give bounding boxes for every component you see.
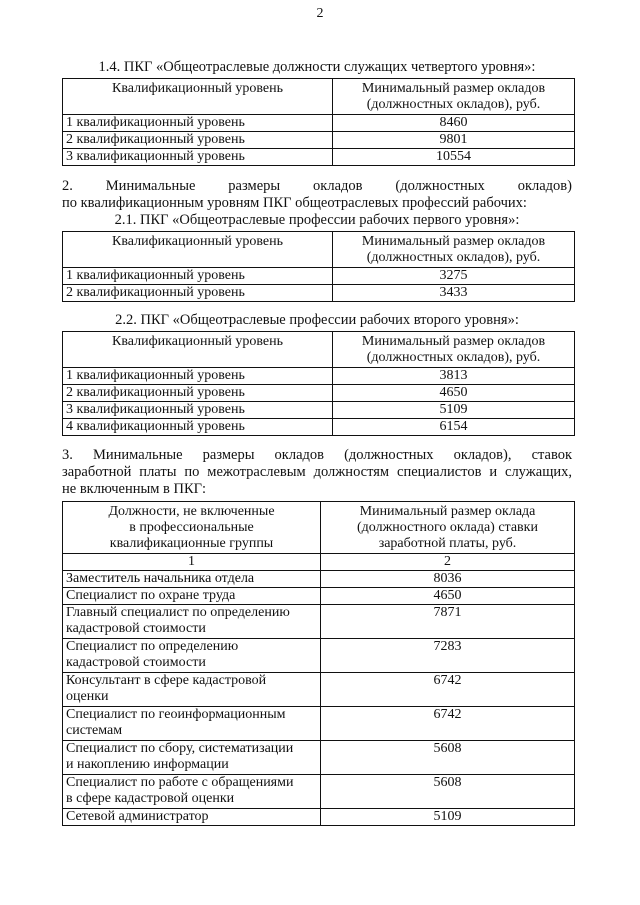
salary-value-cell: 7283 [321,639,575,673]
salary-value-cell: 8460 [333,115,575,132]
header-min-salary-line-3: заработной платы, руб. [378,536,517,551]
header-qualification-level: Квалификационный уровень [63,332,333,368]
position-name-cell [63,673,321,707]
position-name-cell [63,639,321,673]
section-3-line-1: 3. Минимальные размеры окладов (должностных окладов), ставок [62,447,572,463]
header-positions-line-2: в профессиональные [129,520,254,535]
salary-value-cell: 8036 [321,571,575,588]
position-name-cell [63,605,321,639]
table-3 [62,501,575,826]
table-1-4 [62,78,575,166]
table-2-2 [62,331,575,436]
salary-value-cell: 7871 [321,605,575,639]
table-2-1 [62,231,575,302]
qualification-level-cell: 2 квалификационный уровень [63,385,333,402]
table-row [63,605,575,639]
position-name-cell [63,571,321,588]
salary-value-cell: 3813 [333,368,575,385]
header-positions [63,502,321,554]
position-name-line-1: Специалист по геоинформационным [66,707,286,722]
table-header-row [63,232,575,268]
page-number: 2 [316,6,324,21]
position-name-line-2: оценки [66,689,109,704]
section-2-1-title: 2.1. ПКГ «Общеотраслевые профессии рабочих первого уровня»: [114,212,520,228]
table-row [63,741,575,775]
qualification-level-cell: 3 квалификационный уровень [63,149,333,166]
section-3-line-2: заработной платы по межотраслевым должностям специалистов и служащих, [62,464,572,480]
salary-value-cell: 3433 [333,285,575,302]
table-row [63,285,575,302]
column-number-1: 1 [63,554,321,571]
table-row [63,639,575,673]
table-row [63,571,575,588]
position-name-line-2: в сфере кадастровой оценки [66,791,235,806]
column-number-row [63,554,575,571]
section-2-line-2: по квалификационным уровням ПКГ общеотраслевых профессий рабочих: [62,195,527,211]
position-name-line-1: Специалист по определению [66,639,239,654]
position-name-line-2: системам [66,723,123,738]
qualification-level-cell: 4 квалификационный уровень [63,419,333,436]
header-min-salary-line-1: Минимальный размер оклада [359,504,536,519]
position-name-cell [63,809,321,826]
header-positions-line-1: Должности, не включенные [108,504,275,519]
position-name-line-2: кадастровой стоимости [66,655,206,670]
table-row [63,809,575,826]
position-name-line-2: кадастровой стоимости [66,621,206,636]
qualification-level-cell: 1 квалификационный уровень [63,268,333,285]
table-row [63,419,575,436]
salary-value-cell: 9801 [333,132,575,149]
salary-value-cell: 6154 [333,419,575,436]
table-header-row [63,502,575,554]
section-3-line-3: не включенным в ПКГ: [62,481,207,497]
salary-value-cell: 3275 [333,268,575,285]
position-name-line-1: Сетевой администратор [66,809,209,824]
table-row [63,368,575,385]
salary-value-cell: 10554 [333,149,575,166]
table-row [63,268,575,285]
section-2-2-title: 2.2. ПКГ «Общеотраслевые профессии рабочих второго уровня»: [115,312,519,328]
table-row [63,132,575,149]
position-name-cell [63,588,321,605]
position-name-line-1: Консультант в сфере кадастровой [66,673,267,688]
salary-value-cell: 5109 [333,402,575,419]
qualification-level-cell: 2 квалификационный уровень [63,285,333,302]
section-1-4-title: 1.4. ПКГ «Общеотраслевые должности служащих четвертого уровня»: [98,59,536,75]
table-row [63,588,575,605]
header-min-salary-line-2: (должностного оклада) ставки [357,520,538,535]
qualification-level-cell: 3 квалификационный уровень [63,402,333,419]
position-name-line-1: Специалист по работе с обращениями [66,775,294,790]
table-header-row [63,79,575,115]
table-row [63,673,575,707]
position-name-cell [63,707,321,741]
header-min-salary: Минимальный размер окладов (должностных окладов), руб. [333,332,575,368]
header-qualification-level: Квалификационный уровень [63,79,333,115]
position-name-line-1: Главный специалист по определению [66,605,290,620]
salary-value-cell: 4650 [321,588,575,605]
position-name-line-1: Специалист по сбору, систематизации [66,741,294,756]
salary-value-cell: 5608 [321,741,575,775]
table-row [63,707,575,741]
header-positions-line-3: квалификационные группы [109,536,274,551]
salary-value-cell: 5608 [321,775,575,809]
header-qualification-level: Квалификационный уровень [63,232,333,268]
salary-value-cell: 4650 [333,385,575,402]
salary-value-cell: 5109 [321,809,575,826]
position-name-cell [63,775,321,809]
qualification-level-cell: 1 квалификационный уровень [63,368,333,385]
header-min-salary [321,502,575,554]
position-name-cell [63,741,321,775]
table-row [63,149,575,166]
column-number-2: 2 [321,554,575,571]
position-name-line-1: Специалист по охране труда [66,588,236,603]
table-row [63,402,575,419]
table-row [63,385,575,402]
table-header-row [63,332,575,368]
header-min-salary: Минимальный размер окладов (должностных окладов), руб. [333,79,575,115]
salary-value-cell: 6742 [321,673,575,707]
position-name-line-1: Заместитель начальника отдела [66,571,255,586]
table-row [63,115,575,132]
table-row [63,775,575,809]
header-min-salary: Минимальный размер окладов (должностных окладов), руб. [333,232,575,268]
section-2-line-1: 2. Минимальные размеры окладов (должностных окладов) [62,178,572,194]
position-name-line-2: и накоплению информации [66,757,229,772]
qualification-level-cell: 1 квалификационный уровень [63,115,333,132]
salary-value-cell: 6742 [321,707,575,741]
qualification-level-cell: 2 квалификационный уровень [63,132,333,149]
